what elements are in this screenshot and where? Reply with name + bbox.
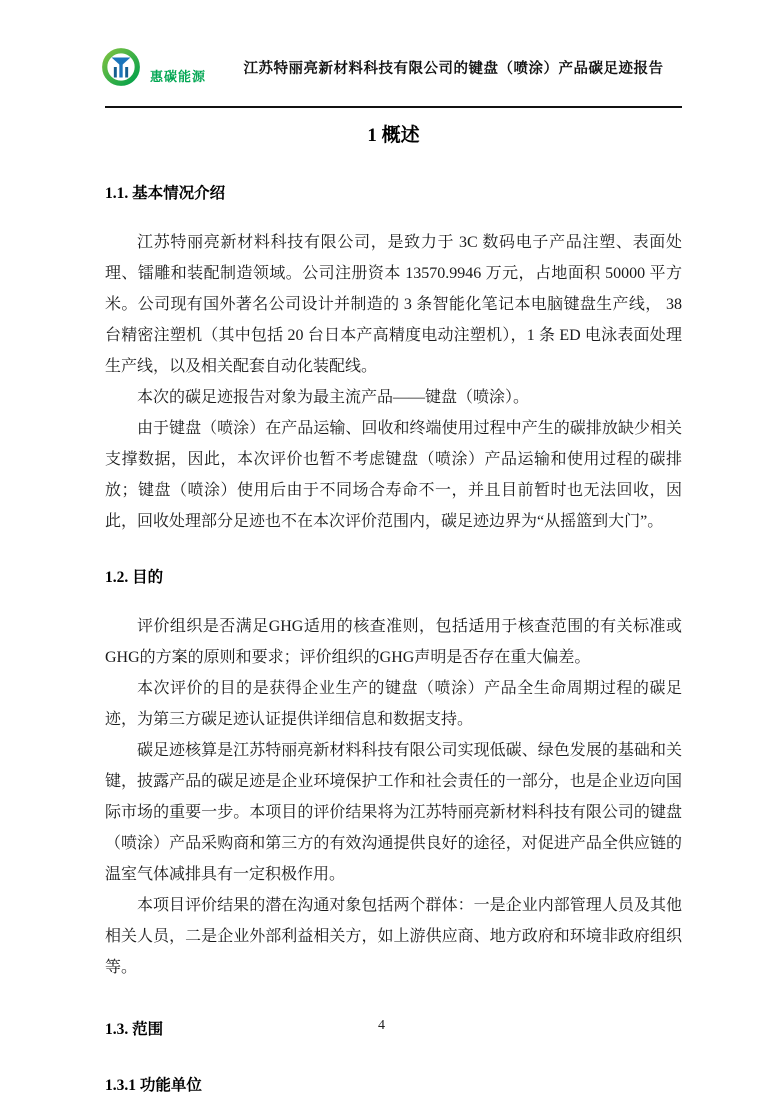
section-1-3-1-title: 1.3.1 功能单位 <box>105 1077 202 1094</box>
page-number: 4 <box>378 1018 385 1033</box>
chapter-title: 1 概述 <box>367 125 420 146</box>
paragraph: 评价组织是否满足GHG适用的核查准则，包括适用于核查范围的有关标准或GHG的方案的原则和要求；评价组织的GHG声明是否存在重大偏差。 <box>105 618 682 666</box>
header-rule <box>105 106 682 108</box>
logo-text: 惠碳能源 <box>150 69 207 84</box>
header-doc-title: 江苏特丽亮新材料科技有限公司的键盘（喷涂）产品碳足迹报告 <box>243 60 664 77</box>
section-1-1-title: 1.1. 基本情况介绍 <box>105 185 226 202</box>
paragraph: 由于键盘（喷涂）在产品运输、回收和终端使用过程中产生的碳排放缺少相关支撑数据，因此，本次评价也暂不考虑键盘（喷涂）产品运输和使用过程的碳排放；键盘（喷涂）使用后由于不同场合寿命不一，并且目前暂时也无法回收，因此，回收处理部分足迹也不在本次评价范围内，碳足迹边界为“从摇篮到大门”。 <box>105 420 682 530</box>
logo-mark-icon <box>100 46 142 88</box>
page-header <box>100 46 683 88</box>
paragraph: 江苏特丽亮新材料科技有限公司，是致力于 3C 数码电子产品注塑、表面处理、镭雕和装配制造领域。公司注册资本 13570.9946 万元，占地面积 50000 平方米。公司现有国外著名公司设计并制造的 3 条智能化笔记本电脑键盘生产线， 38 台精密注塑机（其中包括 20 台日本产高精度电动注塑机），1 条 ED 电泳表面处理生产线，以及相关配套自动化装配线。 <box>105 234 682 375</box>
document-body <box>105 112 682 1095</box>
page-footer <box>0 1016 763 1034</box>
paragraph: 本次的碳足迹报告对象为最主流产品——键盘（喷涂）。 <box>137 389 530 406</box>
paragraph: 本项目评价结果的潜在沟通对象包括两个群体：一是企业内部管理人员及其他相关人员，二是企业外部利益相关方，如上游供应商、地方政府和环境非政府组织等。 <box>105 897 682 976</box>
paragraph: 本次评价的目的是获得企业生产的键盘（喷涂）产品全生命周期过程的碳足迹，为第三方碳足迹认证提供详细信息和数据支持。 <box>105 680 682 728</box>
paragraph: 碳足迹核算是江苏特丽亮新材料科技有限公司实现低碳、绿色发展的基础和关键，披露产品的碳足迹是企业环境保护工作和社会责任的一部分，也是企业迈向国际市场的重要一步。本项目的评价结果将为江苏特丽亮新材料科技有限公司的键盘（喷涂）产品采购商和第三方的有效沟通提供良好的途径，对促进产品全供应链的温室气体减排具有一定积极作用。 <box>105 742 682 883</box>
section-1-2-title: 1.2. 目的 <box>105 569 164 586</box>
company-logo <box>100 46 206 88</box>
section-1-3-title: 1.3. 范围 <box>105 1021 164 1038</box>
